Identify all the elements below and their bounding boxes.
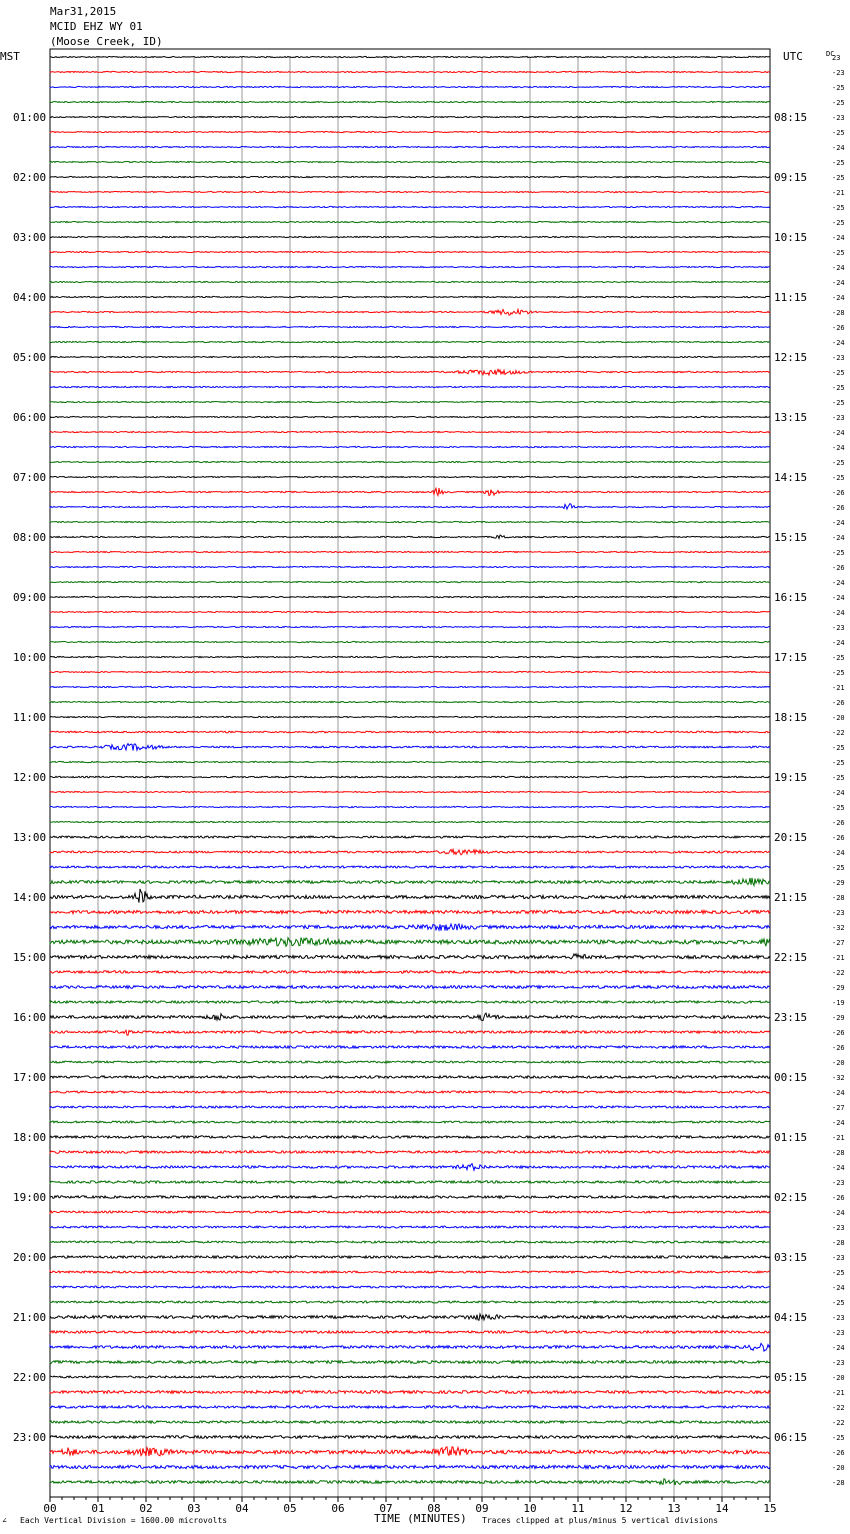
dc-offset-label: -24	[832, 429, 845, 437]
dc-offset-label: -28	[832, 1479, 845, 1487]
seismic-trace	[50, 101, 770, 102]
seismic-trace	[50, 1314, 770, 1320]
dc-offset-label: -26	[832, 1194, 845, 1202]
utc-hour-label: 14:15	[774, 471, 808, 484]
utc-hour-label: 00:15	[774, 1071, 808, 1084]
dc-offset-label: -32	[832, 924, 845, 932]
seismic-trace	[50, 686, 770, 687]
dc-offset-label: -24	[832, 1344, 845, 1352]
seismic-trace	[50, 309, 770, 315]
mst-hour-label: 14:00	[13, 891, 47, 904]
dc-offset-label: -25	[832, 84, 845, 92]
seismic-trace	[50, 1196, 770, 1198]
utc-hour-label: 04:15	[774, 1311, 808, 1324]
dc-offset-label: -25	[832, 159, 845, 167]
seismic-trace	[50, 71, 770, 72]
seismic-trace	[50, 701, 770, 702]
dc-offset-label: -25	[832, 249, 845, 257]
seismic-trace	[50, 221, 770, 222]
x-tick-label: 14	[715, 1502, 729, 1515]
dc-offset-label: -21	[832, 954, 845, 962]
utc-hour-label: 05:15	[774, 1371, 808, 1384]
seismic-trace	[50, 656, 770, 657]
dc-offset-label: -25	[832, 99, 845, 107]
dc-offset-label: -24	[832, 579, 845, 587]
seismic-trace	[50, 56, 770, 57]
dc-offset-label: -24	[832, 234, 845, 242]
dc-offset-label: -28	[832, 309, 845, 317]
mst-hour-label: 04:00	[13, 291, 47, 304]
dc-offset-label: -23	[832, 1179, 845, 1187]
dc-offset-label: -19	[832, 999, 845, 1007]
chart-station: MCID EHZ WY 01	[50, 20, 143, 33]
seismic-trace	[50, 1331, 770, 1333]
utc-hour-label: 03:15	[774, 1251, 808, 1264]
seismic-trace	[50, 1343, 770, 1351]
dc-offset-label: -28	[832, 1239, 845, 1247]
utc-hour-label: 01:15	[774, 1131, 808, 1144]
dc-offset-label: -27	[832, 1104, 845, 1112]
seismic-trace	[50, 889, 770, 903]
dc-offset-label: -26	[832, 324, 845, 332]
dc-offset-label: -23	[832, 1329, 845, 1337]
dc-offset-label: -23	[832, 414, 845, 422]
seismic-trace	[50, 938, 770, 947]
dc-offset-label: -24	[832, 789, 845, 797]
seismic-trace	[50, 236, 770, 237]
mst-hour-label: 05:00	[13, 351, 47, 364]
seismic-trace	[50, 266, 770, 267]
dc-offset-label: -25	[832, 549, 845, 557]
dc-offset-label: -24	[832, 519, 845, 527]
utc-hour-label: 13:15	[774, 411, 808, 424]
seismic-trace	[50, 488, 770, 495]
utc-hour-label: 21:15	[774, 891, 808, 904]
dc-offset-label: -23	[832, 909, 845, 917]
dc-offset-label: -24	[832, 594, 845, 602]
seismic-trace	[50, 369, 770, 375]
seismic-trace	[50, 131, 770, 132]
mst-hour-label: 06:00	[13, 411, 47, 424]
dc-offset-label: -29	[832, 879, 845, 887]
x-tick-label: 11	[571, 1502, 585, 1515]
x-tick-label: 08	[427, 1502, 441, 1515]
seismic-trace	[50, 849, 770, 854]
utc-hour-label: 23:15	[774, 1011, 808, 1024]
dc-offset-label: -20	[832, 1059, 845, 1067]
seismic-trace	[50, 161, 770, 162]
dc-offset-label: -25	[832, 204, 845, 212]
dc-offset-label: -23	[832, 69, 845, 77]
dc-offset-label: -26	[832, 819, 845, 827]
seismic-trace	[50, 671, 770, 672]
mst-hour-label: 02:00	[13, 171, 47, 184]
x-tick-label: 09	[475, 1502, 489, 1515]
dc-offset-label: -25	[832, 1269, 845, 1277]
dc-offset-label: -26	[832, 1044, 845, 1052]
dc-offset-label: -21	[832, 1134, 845, 1142]
mst-hour-label: 03:00	[13, 231, 47, 244]
dc-offset-label: -25	[832, 369, 845, 377]
dc-offset-label: -26	[832, 1449, 845, 1457]
seismic-trace	[50, 1046, 770, 1048]
dc-offset-label: -25	[832, 864, 845, 872]
seismic-trace	[50, 1211, 770, 1213]
seismic-trace	[50, 431, 770, 432]
dc-offset-label: -20	[832, 1464, 845, 1472]
mst-hour-label: 22:00	[13, 1371, 47, 1384]
seismic-trace	[50, 1286, 770, 1288]
seismic-trace	[50, 1164, 770, 1171]
x-tick-label: 01	[91, 1502, 105, 1515]
dc-offset-label: -24	[832, 1119, 845, 1127]
x-tick-label: 02	[139, 1502, 153, 1515]
x-tick-label: 15	[763, 1502, 777, 1515]
dc-offset-label: -24	[832, 444, 845, 452]
seismic-trace	[50, 281, 770, 282]
seismic-trace	[50, 1136, 770, 1138]
seismic-trace	[50, 476, 770, 477]
chart-location: (Moose Creek, ID)	[50, 35, 163, 48]
dc-offset-label: -21	[832, 684, 845, 692]
utc-hour-label: 17:15	[774, 651, 808, 664]
seismic-trace	[50, 146, 770, 147]
seismic-trace	[50, 910, 770, 913]
dc-offset-label: -26	[832, 699, 845, 707]
dc-offset-label: -26	[832, 834, 845, 842]
plot-frame	[50, 49, 770, 1497]
seismic-trace	[50, 836, 770, 838]
dc-offset-label: -24	[832, 849, 845, 857]
dc-offset-label: -24	[832, 144, 845, 152]
seismic-trace	[50, 116, 770, 117]
dc-offset-label: -24	[832, 639, 845, 647]
dc-offset-label: -20	[832, 1374, 845, 1382]
x-tick-label: 03	[187, 1502, 201, 1515]
dc-offset-label: -27	[832, 939, 845, 947]
utc-hour-label: 02:15	[774, 1191, 808, 1204]
dc-offset-label: -28	[832, 1149, 845, 1157]
dc-offset-label: -24	[832, 1284, 845, 1292]
x-tick-label: 10	[523, 1502, 537, 1515]
seismic-trace	[50, 401, 770, 402]
dc-offset-label: -25	[832, 654, 845, 662]
dc-offset-label: -23	[832, 1224, 845, 1232]
seismic-trace	[50, 1479, 770, 1485]
utc-hour-label: 08:15	[774, 111, 808, 124]
seismic-trace	[50, 791, 770, 792]
seismic-trace	[50, 461, 770, 462]
seismic-trace	[50, 1447, 770, 1456]
dc-offset-label: -25	[832, 669, 845, 677]
seismic-trace	[50, 776, 770, 777]
dc-offset-label: -25	[832, 744, 845, 752]
clipping-note: Traces clipped at plus/minus 5 vertical divisions	[482, 1516, 719, 1525]
dc-offset-label: -26	[832, 489, 845, 497]
seismic-trace	[50, 924, 770, 931]
dc-offset-label: -22	[832, 1419, 845, 1427]
seismic-trace	[50, 176, 770, 177]
dc-offset-label: -24	[832, 534, 845, 542]
dc-offset-label: -23	[832, 1359, 845, 1367]
dc-offset-label: -24	[832, 294, 845, 302]
seismic-trace	[50, 446, 770, 447]
dc-offset-label: -22	[832, 729, 845, 737]
vertical-scale-note: Each Vertical Division = 1600.00 microvolts	[20, 1516, 228, 1525]
dc-offset-label: -24	[832, 339, 845, 347]
mst-hour-label: 13:00	[13, 831, 47, 844]
mst-hour-label: 18:00	[13, 1131, 47, 1144]
seismic-trace	[50, 581, 770, 582]
mst-hour-label: 19:00	[13, 1191, 47, 1204]
mst-hour-label: 20:00	[13, 1251, 47, 1264]
dc-offset-label: -24	[832, 1164, 845, 1172]
seismic-trace	[50, 191, 770, 192]
seismic-trace	[50, 1391, 770, 1394]
seismic-trace	[50, 1241, 770, 1243]
seismic-trace	[50, 341, 770, 342]
seismic-trace	[50, 744, 770, 751]
dc-offset-label: -23	[832, 624, 845, 632]
right-timezone-label: UTC	[783, 50, 803, 63]
mst-hour-label: 17:00	[13, 1071, 47, 1084]
dc-offset-label: -25	[832, 399, 845, 407]
seismic-trace	[50, 806, 770, 807]
dc-offset-label: -29	[832, 984, 845, 992]
mst-hour-label: 08:00	[13, 531, 47, 544]
seismic-trace	[50, 1121, 770, 1123]
seismic-trace	[50, 1271, 770, 1273]
utc-hour-label: 06:15	[774, 1431, 808, 1444]
seismic-trace	[50, 986, 770, 989]
dc-offset-label: -24	[832, 279, 845, 287]
dc-offset-label: -23	[832, 1314, 845, 1322]
dc-offset-label: -22	[832, 1404, 845, 1412]
x-axis-title: TIME (MINUTES)	[374, 1512, 467, 1525]
dc-offset-label: -32	[832, 1074, 845, 1082]
seismic-trace	[50, 1151, 770, 1153]
seismic-trace	[50, 1256, 770, 1258]
dc-offset-label: -28	[832, 894, 845, 902]
utc-hour-label: 18:15	[774, 711, 808, 724]
seismic-trace	[50, 1376, 770, 1378]
dc-offset-label: -21	[832, 1389, 845, 1397]
seismic-trace	[50, 206, 770, 207]
mst-hour-label: 01:00	[13, 111, 47, 124]
mst-hour-label: 15:00	[13, 951, 47, 964]
utc-hour-label: 11:15	[774, 291, 808, 304]
seismic-trace	[50, 356, 770, 357]
seismic-trace	[50, 251, 770, 252]
seismic-trace	[50, 1361, 770, 1364]
mst-hour-label: 21:00	[13, 1311, 47, 1324]
mst-hour-label: 07:00	[13, 471, 47, 484]
dc-offset-label: -25	[832, 174, 845, 182]
dc-offset-label: -25	[832, 774, 845, 782]
dc-offset-label: -20	[832, 714, 845, 722]
dc-offset-label: -25	[832, 219, 845, 227]
utc-hour-label: 16:15	[774, 591, 808, 604]
seismic-trace	[50, 1061, 770, 1063]
seismic-trace	[50, 821, 770, 822]
dc-offset-label: -26	[832, 1029, 845, 1037]
utc-hour-label: 15:15	[774, 531, 808, 544]
seismic-trace	[50, 971, 770, 973]
seismic-trace	[50, 761, 770, 762]
seismic-trace	[50, 386, 770, 387]
x-tick-label: 07	[379, 1502, 393, 1515]
dc-offset-label: -25	[832, 759, 845, 767]
dc-offset-label: -25	[832, 1299, 845, 1307]
dc-offset-label: -24	[832, 264, 845, 272]
mst-hour-label: 16:00	[13, 1011, 47, 1024]
seismic-trace	[50, 641, 770, 642]
seismic-trace	[50, 1030, 770, 1035]
dc-offset-label: 23	[832, 54, 841, 62]
dc-offset-label: -25	[832, 1434, 845, 1442]
seismic-trace	[50, 296, 770, 297]
dc-offset-label: -24	[832, 609, 845, 617]
x-tick-label: 13	[667, 1502, 681, 1515]
chart-date: Mar31,2015	[50, 5, 117, 18]
x-tick-label: 05	[283, 1502, 297, 1515]
seismic-trace	[50, 716, 770, 717]
dc-offset-label: -23	[832, 1254, 845, 1262]
dc-offset-label: -23	[832, 114, 845, 122]
seismic-trace	[50, 326, 770, 327]
mst-hour-label: 23:00	[13, 1431, 47, 1444]
seismic-trace	[50, 1181, 770, 1183]
seismic-trace	[50, 611, 770, 612]
seismic-trace	[50, 1436, 770, 1439]
dc-offset-label: -25	[832, 459, 845, 467]
dc-offset-label: -29	[832, 1014, 845, 1022]
dc-offset-label: -25	[832, 129, 845, 137]
seismic-trace	[50, 1465, 770, 1468]
seismic-trace	[50, 1076, 770, 1078]
seismic-trace	[50, 535, 770, 538]
seismic-trace	[50, 1001, 770, 1003]
seismic-trace	[50, 878, 770, 886]
seismic-trace	[50, 866, 770, 868]
seismic-trace	[50, 1013, 770, 1021]
seismic-trace	[50, 1406, 770, 1408]
dc-offset-label: -23	[832, 354, 845, 362]
seismic-trace	[50, 551, 770, 552]
dc-offset-label: -21	[832, 189, 845, 197]
dc-offset-label: -26	[832, 504, 845, 512]
x-tick-label: 00	[43, 1502, 57, 1515]
x-tick-label: 06	[331, 1502, 345, 1515]
x-tick-label: 04	[235, 1502, 249, 1515]
seismic-trace	[50, 1301, 770, 1303]
utc-hour-label: 20:15	[774, 831, 808, 844]
seismic-trace	[50, 1091, 770, 1093]
dc-offset-label: -24	[832, 1209, 845, 1217]
dc-header-label: DC	[826, 50, 835, 58]
seismic-trace	[50, 731, 770, 733]
left-timezone-label: MST	[0, 50, 20, 63]
seismic-trace	[50, 416, 770, 417]
x-tick-label: 12	[619, 1502, 633, 1515]
utc-hour-label: 10:15	[774, 231, 808, 244]
mst-hour-label: 11:00	[13, 711, 47, 724]
dc-offset-label: -22	[832, 969, 845, 977]
dc-offset-label: -25	[832, 804, 845, 812]
mst-hour-label: 10:00	[13, 651, 47, 664]
seismic-trace	[50, 566, 770, 567]
seismic-trace	[50, 504, 770, 509]
seismic-trace	[50, 1421, 770, 1423]
utc-hour-label: 12:15	[774, 351, 808, 364]
mst-hour-label: 12:00	[13, 771, 47, 784]
utc-hour-label: 22:15	[774, 951, 808, 964]
seismic-trace	[50, 86, 770, 87]
mst-hour-label: 09:00	[13, 591, 47, 604]
seismic-trace	[50, 1226, 770, 1228]
seismic-trace	[50, 626, 770, 627]
seismic-trace	[50, 954, 770, 959]
dc-offset-label: -24	[832, 1089, 845, 1097]
dc-offset-label: -25	[832, 474, 845, 482]
utc-hour-label: 19:15	[774, 771, 808, 784]
dc-offset-label: -25	[832, 384, 845, 392]
utc-hour-label: 09:15	[774, 171, 808, 184]
seismic-trace	[50, 521, 770, 522]
seismic-trace	[50, 1106, 770, 1108]
dc-offset-label: -26	[832, 564, 845, 572]
seismic-trace	[50, 596, 770, 597]
footer-mark: ∠	[2, 1516, 7, 1525]
